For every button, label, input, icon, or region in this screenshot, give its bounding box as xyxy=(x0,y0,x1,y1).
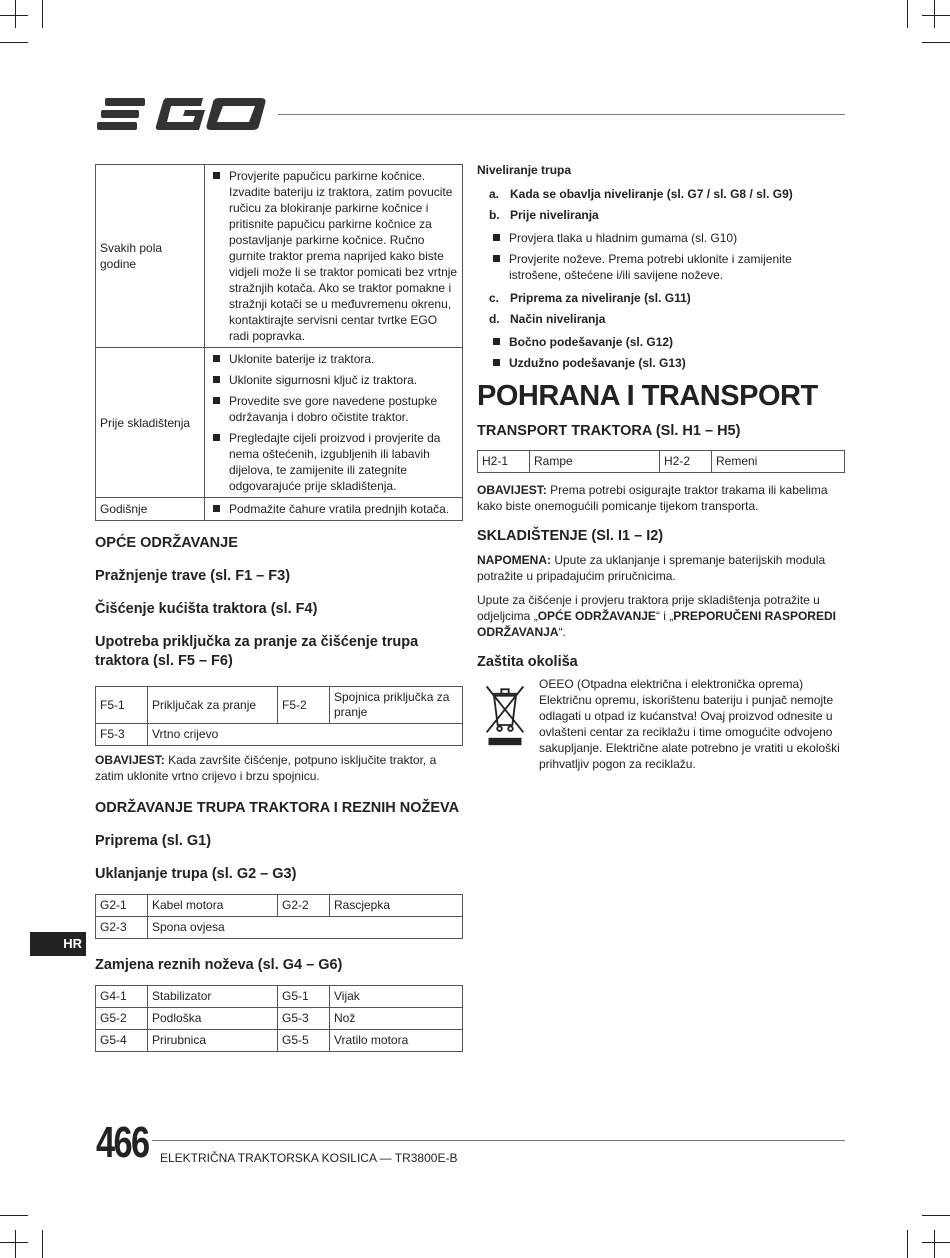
subsection-heading: Pražnjenje trave (sl. F1 – F3) xyxy=(95,568,291,584)
part-code: G5-1 xyxy=(278,986,330,1008)
parts-table-g2 xyxy=(95,894,463,939)
crop-mark xyxy=(934,1230,935,1258)
section-heading: OPĆE ODRŽAVANJE xyxy=(95,535,238,551)
notice-paragraph xyxy=(95,752,463,784)
list-item: Provjerite noževe. Prema potrebi uklonite i zamijenite istrošene, oštećene i/ili savijene noževe. xyxy=(489,251,845,283)
part-code: F5-3 xyxy=(96,724,148,746)
text-span: “. xyxy=(558,625,566,639)
part-code: G5-5 xyxy=(278,1030,330,1052)
part-name: Nož xyxy=(330,1008,463,1030)
chapter-title: POHRANA I TRANSPORT xyxy=(477,380,818,412)
crop-mark xyxy=(907,0,908,28)
part-name: Kabel motora xyxy=(148,895,278,917)
table-row xyxy=(96,895,463,917)
bullet-list xyxy=(477,334,845,371)
part-code: G2-3 xyxy=(96,917,148,939)
schedule-interval: Godišnje xyxy=(96,498,205,521)
schedule-tasks xyxy=(205,498,463,521)
notice-label: OBAVIJEST: xyxy=(477,483,547,497)
crop-mark xyxy=(922,15,950,16)
list-item xyxy=(477,186,845,202)
subsection-heading: Uklanjanje trupa (sl. G2 – G3) xyxy=(95,866,297,882)
maintenance-schedule-table xyxy=(95,164,463,521)
notice-text: Prema potrebi osigurajte traktor trakama ili kabelima kako biste onemogućili pomicanje tijekom transporta. xyxy=(477,483,828,513)
step-letter: b. xyxy=(489,208,500,222)
text-span: Upute za čišćenje i provjeru traktora prije skladištenja potražite u odjeljcima „ xyxy=(477,593,820,623)
part-name: Rampe xyxy=(530,451,660,473)
schedule-tasks xyxy=(205,348,463,498)
table-row xyxy=(96,986,463,1008)
part-code: G5-4 xyxy=(96,1030,148,1052)
part-name: Vratilo motora xyxy=(330,1030,463,1052)
footer-title: ELEKTRIČNA TRAKTORSKA KOSILICA — TR3800E-B xyxy=(160,1151,458,1165)
section-heading: SKLADIŠTENJE (Sl. I1 – I2) xyxy=(477,528,664,544)
page-number: 466 xyxy=(96,1118,149,1167)
step-letter: d. xyxy=(489,312,500,326)
crop-mark xyxy=(922,1215,950,1216)
notice-label: OBAVIJEST: xyxy=(95,753,165,767)
footer-rule xyxy=(152,1140,845,1141)
subsection-heading: Priprema (sl. G1) xyxy=(95,833,212,849)
crop-mark xyxy=(15,1230,16,1258)
crop-mark xyxy=(907,1230,908,1258)
table-row xyxy=(96,498,463,521)
part-code: G5-3 xyxy=(278,1008,330,1030)
bullet-list xyxy=(477,230,845,283)
subsection-heading: Zaštita okoliša xyxy=(477,654,578,670)
list-item: Pregledajte cijeli proizvod i provjerite da nema oštećenih, izgubljenih ili labavih dijelova, te zamijenite ili zategnite odgovarajuće prije skladištenja. xyxy=(209,430,458,494)
crop-mark xyxy=(15,0,16,28)
part-name: Rascjepka xyxy=(330,895,463,917)
part-name: Vrtno crijevo xyxy=(148,724,463,746)
weee-bin-icon xyxy=(483,679,527,749)
part-code: G2-1 xyxy=(96,895,148,917)
right-column xyxy=(477,162,845,772)
leveling-steps xyxy=(477,186,845,223)
left-column xyxy=(95,164,463,1052)
schedule-tasks xyxy=(205,165,463,348)
list-item: Uklonite baterije iz traktora. xyxy=(209,351,458,367)
language-tab: HR xyxy=(30,932,86,956)
part-code: H2-2 xyxy=(660,451,712,473)
crop-mark xyxy=(0,42,28,43)
step-text: Prije niveliranja xyxy=(510,208,599,222)
part-name: Remeni xyxy=(712,451,845,473)
crop-mark xyxy=(922,42,950,43)
subsection-heading: Upotreba priključka za pranje za čišćenje trupa traktora (sl. F5 – F6) xyxy=(95,634,419,669)
section-heading: TRANSPORT TRAKTORA (Sl. H1 – H5) xyxy=(477,423,741,439)
subsection-heading: Čišćenje kućišta traktora (sl. F4) xyxy=(95,601,318,617)
part-code: F5-2 xyxy=(278,687,330,724)
table-row xyxy=(96,348,463,498)
parts-table-h xyxy=(477,450,845,473)
part-name: Spona ovjesa xyxy=(148,917,463,939)
list-item: Provedite sve gore navedene postupke održavanja i dobro očistite traktor. xyxy=(209,393,458,425)
table-row xyxy=(96,917,463,939)
parts-table-f xyxy=(95,686,463,746)
part-name: Priključak za pranje xyxy=(148,687,278,724)
step-letter: c. xyxy=(489,291,500,305)
part-name: Prirubnica xyxy=(148,1030,278,1052)
subsection-heading: Zamjena reznih noževa (sl. G4 – G6) xyxy=(95,957,343,973)
table-row xyxy=(96,724,463,746)
part-code: F5-1 xyxy=(96,687,148,724)
list-item xyxy=(477,311,845,327)
cross-reference: PREPORUČENI RASPOREDI ODRŽAVANJA xyxy=(477,609,836,639)
table-row xyxy=(96,1030,463,1052)
crop-mark xyxy=(922,1242,950,1243)
step-text: Priprema za niveliranje (sl. G11) xyxy=(510,291,691,305)
cross-reference: OPĆE ODRŽAVANJE xyxy=(537,609,656,623)
leveling-steps xyxy=(477,290,845,327)
part-code: H2-1 xyxy=(478,451,530,473)
note-text: Upute za uklanjanje i spremanje baterijskih modula potražite u pripadajućim priručnicima. xyxy=(477,553,826,583)
table-row xyxy=(96,687,463,724)
part-name: Podloška xyxy=(148,1008,278,1030)
list-item: Provjerite papučicu parkirne kočnice. Izvadite bateriju iz traktora, zatim povucite ručicu za blokiranje parkirne kočnice i pritisnite papučicu parkirne kočnice za postavljanje parkirne kočnice. Ručno gurnite traktor prema naprijed kako biste vidjeli može li se traktor pomicati bez vrtnje stražnjih kotača. Ako se traktor pomakne i stražnji kotači se u međuvremenu okrenu, kontaktirajte servisni centar tvrtke EGO radi popravka. xyxy=(209,168,458,344)
note-label: NAPOMENA: xyxy=(477,553,551,567)
table-row xyxy=(96,165,463,348)
note-paragraph xyxy=(477,552,845,584)
section-heading: ODRŽAVANJE TRUPA TRAKTORA I REZNIH NOŽEVA xyxy=(95,800,460,816)
environment-text: OEEO (Otpadna električna i elektronička oprema) Električnu opremu, iskorištenu bateriju i punjač nemojte odlagati u otpad iz kućanstva! Ovaj proizvod odnesite u ovlašteni centar za reciklažu i time omogućite odvojeno sakupljanje. Električne alate potrebno je vratiti u ekološki prihvatljiv pogon za reciklažu. xyxy=(539,677,840,771)
parts-table-g4 xyxy=(95,985,463,1052)
header-rule xyxy=(278,114,845,115)
crop-mark xyxy=(934,0,935,28)
crop-mark xyxy=(0,1215,28,1216)
crop-mark xyxy=(0,1242,28,1243)
subsection-heading: Niveliranje trupa xyxy=(477,163,572,177)
crop-mark xyxy=(42,0,43,28)
table-row xyxy=(96,1008,463,1030)
list-item: Bočno podešavanje (sl. G12) xyxy=(489,334,845,350)
step-text: Način niveliranja xyxy=(510,312,606,326)
part-code: G4-1 xyxy=(96,986,148,1008)
part-name: Spojnica priključka za pranje xyxy=(330,687,463,724)
notice-paragraph xyxy=(477,482,845,514)
part-name: Vijak xyxy=(330,986,463,1008)
ego-logo xyxy=(97,96,269,132)
notice-text: Kada završite čišćenje, potpuno isključite traktor, a zatim uklonite vrtno crijevo i brzu spojnicu. xyxy=(95,753,437,783)
list-item: Uzdužno podešavanje (sl. G13) xyxy=(489,355,845,371)
crop-mark xyxy=(0,15,28,16)
schedule-interval: Svakih pola godine xyxy=(96,165,205,348)
list-item: Podmažite čahure vratila prednjih kotača. xyxy=(209,501,458,517)
part-name: Stabilizator xyxy=(148,986,278,1008)
part-code: G5-2 xyxy=(96,1008,148,1030)
list-item: Uklonite sigurnosni ključ iz traktora. xyxy=(209,372,458,388)
step-letter: a. xyxy=(489,187,500,201)
text-span: “ i „ xyxy=(655,609,674,623)
list-item xyxy=(477,290,845,306)
table-row xyxy=(478,451,845,473)
schedule-interval: Prije skladištenja xyxy=(96,348,205,498)
step-text: Kada se obavlja niveliranje (sl. G7 / sl. G8 / sl. G9) xyxy=(510,187,793,201)
storage-paragraph xyxy=(477,592,845,640)
crop-mark xyxy=(42,1230,43,1258)
list-item: Provjera tlaka u hladnim gumama (sl. G10) xyxy=(489,230,845,246)
part-code: G2-2 xyxy=(278,895,330,917)
list-item xyxy=(477,207,845,223)
